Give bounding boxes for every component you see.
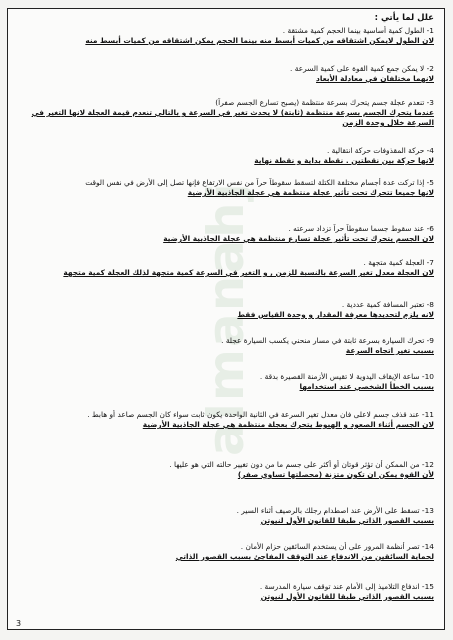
page-number: 3	[16, 619, 22, 628]
question-item	[18, 336, 434, 372]
question-text: 10- ساعة الإيقاف اليدوية لا تقيس الأزمنة القصيرة بدقة .	[259, 372, 434, 381]
page-heading: علل لما يأتي :	[374, 13, 434, 23]
question-text: 2- لا يمكن جمع كمية القوة على كمية السرعة .	[290, 64, 434, 73]
answer-text: لان الجسم أثناء الصعود و الهبوط يتحرك بعجلة منتظمة هي عجلة الجاذبية الأرضية	[142, 420, 434, 429]
answer-text: لانه يلزم لتحديدها معرفة المقدار و وحدة القياس فقط	[237, 310, 434, 319]
answer-text: لان الطول لايمكن اشتقاقه من كميات أبسط منه بينما الحجم يمكن اشتقاقه من كميات أبسط منه	[85, 36, 434, 45]
answer-text: لانها جميعا تتحرك تحت تأثير عجلة منتظمة هي عجلة الجاذبية الأرضية	[187, 188, 434, 197]
question-text: 13- تسقط على الأرض عند اصطدام رجلك بالرصيف أثناء السير .	[236, 506, 434, 515]
question-item	[18, 372, 434, 410]
question-item	[18, 98, 434, 146]
answer-text: بسبب القصور الذاتي طبقا للقانون الأول لنيوتن	[260, 516, 434, 525]
question-text: 6- عند سقوط جسما سقوطاً حراً تزداد سرعته .	[288, 224, 434, 233]
answer-text: بسبب القصور الذاتي طبقا للقانون الأول لنيوتن	[260, 592, 434, 601]
answer-text: عندما يتحرك الجسم بسرعة منتظمة (ثابتة) لا يحدث تغير في السرعة و بالتالي تنعدم قيمة العجلة لانها التغير في السرعة خلال وحدة الزمن	[31, 108, 434, 127]
question-item	[18, 64, 434, 98]
question-text: 9- تحرك السيارة بسرعة ثابتة في مسار منحني يكسب السيارة عجلة .	[221, 336, 434, 345]
question-item	[18, 460, 434, 506]
answer-text: لأن القوة يمكن ان تكون متزنة (محصلتها تساوي صفر)	[237, 470, 434, 479]
answer-text: لان الجسم يتحرك تحت تأثير عجلة تسارع منتظمة هي عجلة الجاذبية الأرضية	[163, 234, 434, 243]
answer-text: بسبب الخطأ الشخصي عند استخدامها	[299, 382, 434, 391]
question-item	[18, 506, 434, 542]
question-item	[18, 300, 434, 336]
question-text: 14- تصر أنظمة المرور على أن يستخدم السائقين حزام الأمان .	[240, 542, 434, 551]
question-item	[18, 178, 434, 224]
question-text: 1- الطول كمية أساسية بينما الحجم كمية مشتقة .	[282, 26, 434, 35]
answer-text: لحماية السائقين من الاندفاع عند التوقف المفاجئ بسبب القصور الذاتي	[175, 552, 434, 561]
answer-text: لان العجلة معدل تغير السرعة بالنسبة للزمن , و التغير في السرعة كمية متجهة لذلك العجلة كمية متجهة	[63, 268, 434, 277]
content	[8, 9, 444, 629]
question-item	[18, 146, 434, 178]
question-text: 11- عند قذف جسم لاعلى فان معدل تغير السرعة في الثانية الواحدة يكون ثابت سواء كان الجسم صاعد أو هابط .	[87, 410, 434, 419]
question-item	[18, 258, 434, 300]
question-text: 3- تنعدم عجلة جسم يتحرك بسرعة منتظمة (يصبح تسارع الجسم صفراً)	[215, 98, 434, 107]
question-item	[18, 26, 434, 64]
question-item	[18, 410, 434, 460]
question-item	[18, 224, 434, 258]
answer-text: لانها حركة بين نقطتين . نقطة بداية و نقطة نهاية	[254, 156, 434, 165]
question-text: 5- إذا تركت عدة أجسام مختلفة الكتلة لتسقط سقوطاً حراً من نفس الارتفاع فإنها تصل إلى الأرض في نفس الوقت	[85, 178, 434, 187]
page-frame	[7, 8, 445, 630]
question-item	[18, 542, 434, 582]
question-text: 4- حركة المقذوفات حركة انتقالية .	[326, 146, 434, 155]
question-text: 7- العجلة كمية متجهة .	[363, 258, 434, 267]
question-text: 15- اندفاع التلاميذ إلى الأمام عند توقف سيارة المدرسة .	[259, 582, 434, 591]
watermark: almanahj	[197, 181, 255, 457]
answer-text: بسبب تغير اتجاه السرعة	[345, 346, 434, 355]
question-item	[18, 582, 434, 616]
answer-text: لانهما مختلفان في معادلة الأبعاد	[316, 74, 434, 83]
question-text: 12- من الممكن أن تؤثر قوتان أو أكثر على جسم ما من دون تغيير حالته التي هو عليها .	[169, 460, 434, 469]
question-text: 8- تعتبر المسافة كمية عددية .	[341, 300, 434, 309]
